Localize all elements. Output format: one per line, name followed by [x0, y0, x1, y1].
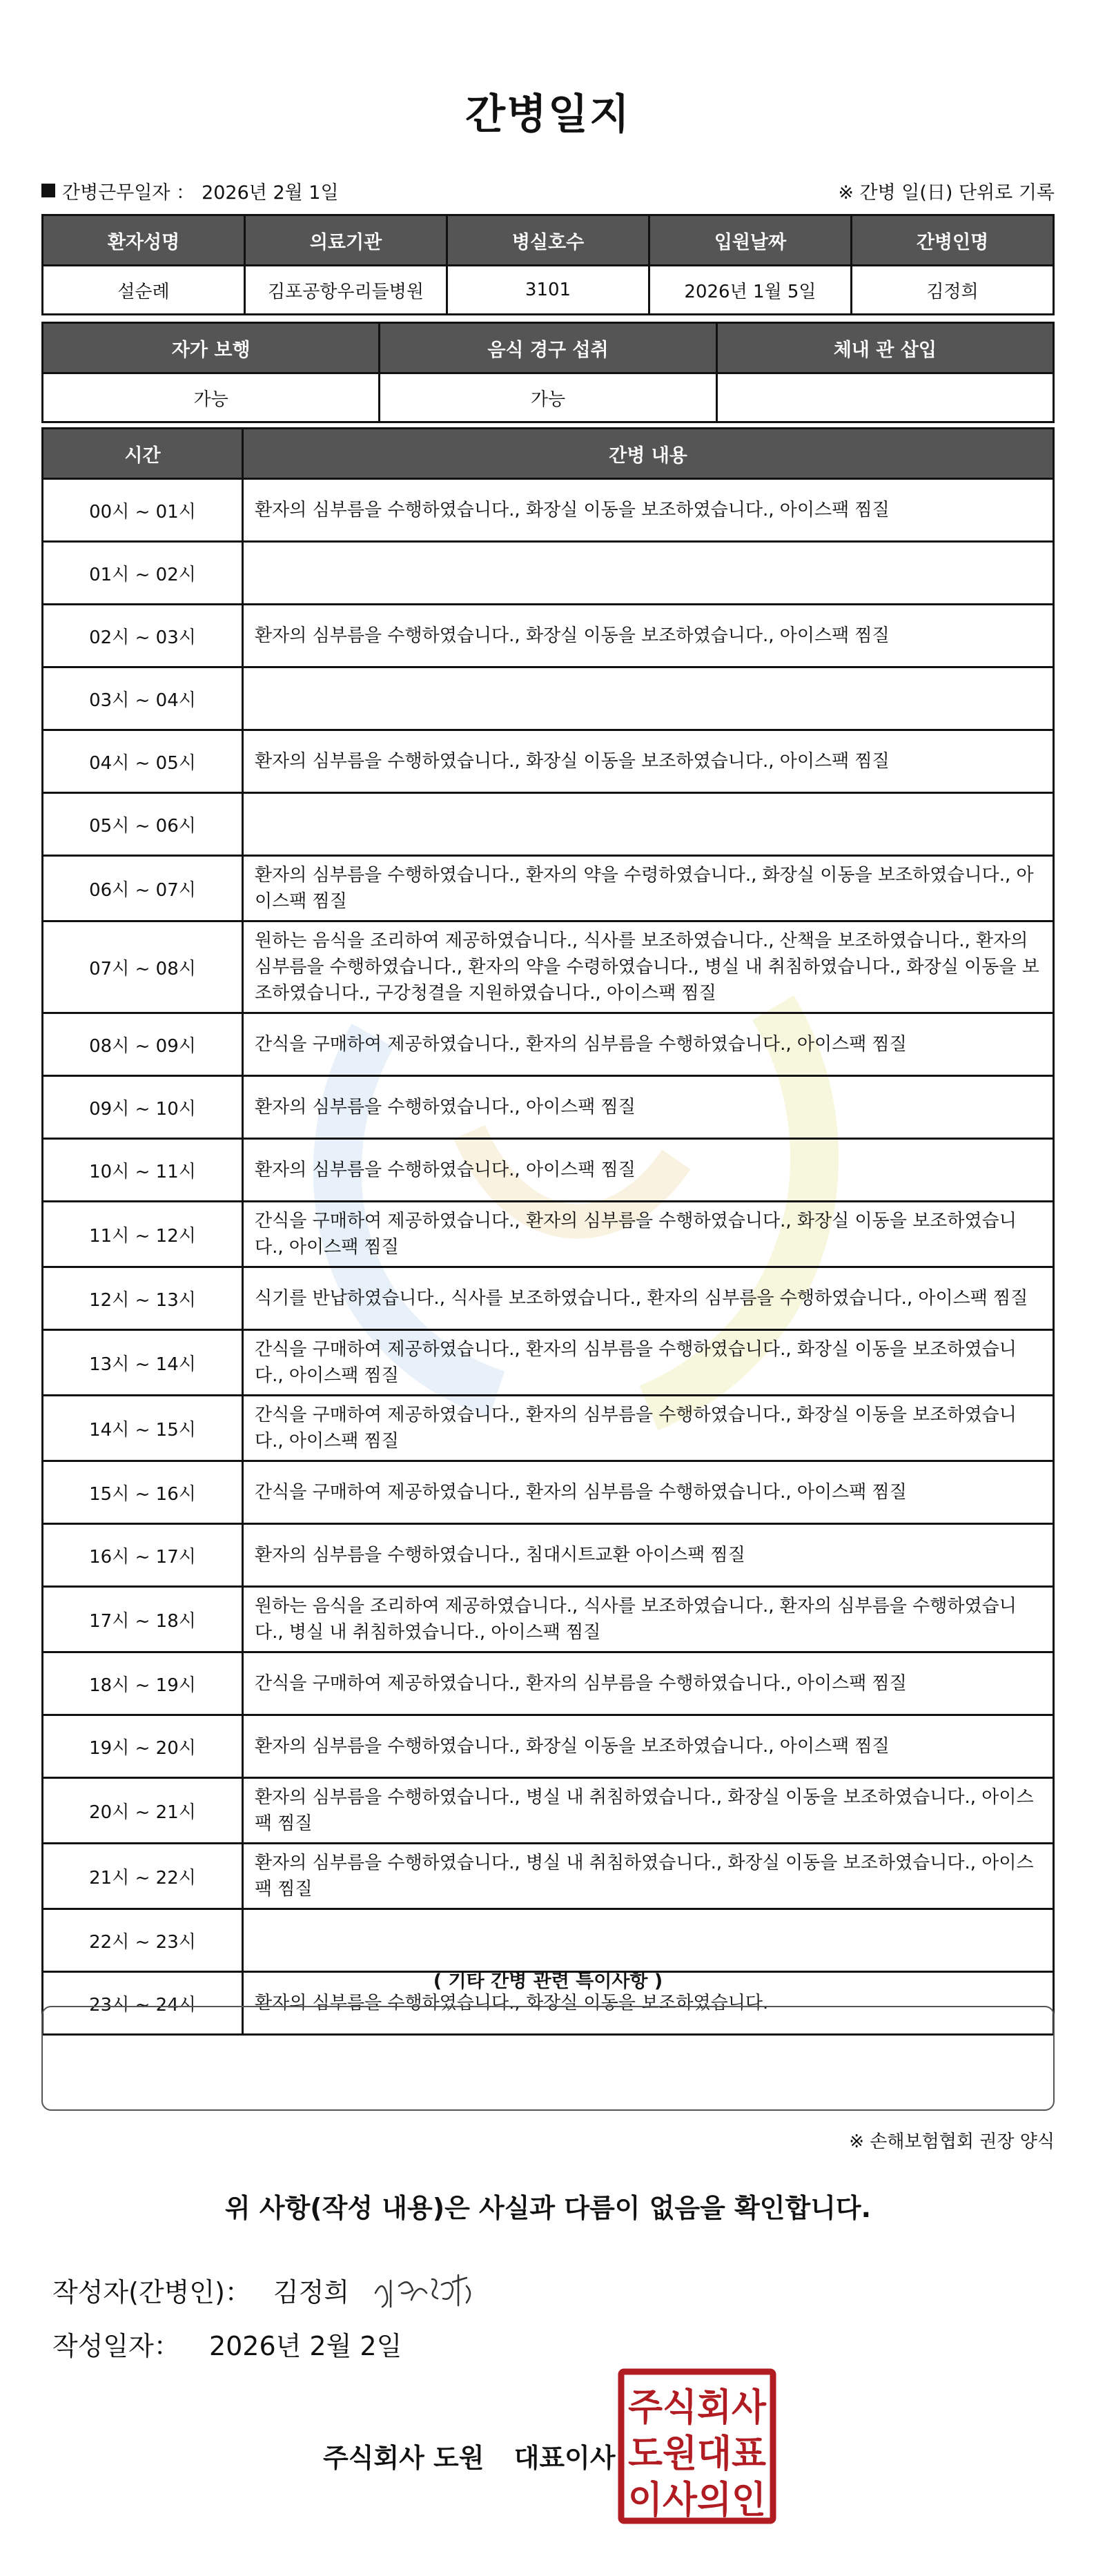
tube-insertion-value — [716, 373, 1053, 422]
time-slot: 17시 ~ 18시 — [43, 1587, 243, 1652]
company-line — [323, 2437, 616, 2475]
care-content: 간식을 구매하여 제공하였습니다., 환자의 심부름을 수행하였습니다., 아이스팩 찜질 — [243, 1652, 1054, 1715]
recommended-form-note: ※ 손해보험협회 권장 양식 — [849, 2131, 1055, 2152]
room-number: 3101 — [447, 266, 649, 315]
care-content: 환자의 심부름을 수행하였습니다., 화장실 이동을 보조하였습니다., 아이스팩 찜질 — [243, 605, 1054, 667]
table-row — [43, 1330, 1054, 1396]
care-content: 환자의 심부름을 수행하였습니다., 화장실 이동을 보조하였습니다., 아이스팩 찜질 — [243, 730, 1054, 793]
square-bullet-icon — [41, 184, 55, 197]
time-slot: 01시 ~ 02시 — [43, 542, 243, 605]
table-row — [43, 667, 1054, 730]
table-row — [43, 1652, 1054, 1715]
written-date-line — [52, 2325, 402, 2363]
written-date-value: 2026년 2월 2일 — [208, 2331, 402, 2361]
care-content: 환자의 심부름을 수행하였습니다., 화장실 이동을 보조하였습니다., 아이스팩 찜질 — [243, 479, 1054, 542]
table-row — [43, 542, 1054, 605]
care-content: 환자의 심부름을 수행하였습니다., 화장실 이동을 보조하였습니다. — [243, 1972, 1054, 2035]
table-row — [43, 1139, 1054, 1202]
care-content: 원하는 음식을 조리하여 제공하였습니다., 식사를 보조하였습니다., 산책을 보조하였습니다., 환자의 심부름을 수행하였습니다., 환자의 약을 수령하였습니다., 병실 내 취침하였습니다., 화장실 이동을 보조하였습니다., 구강청결을 지원하였습니다., 아이스팩 찜질 — [243, 921, 1054, 1013]
author-name: 김정희 — [273, 2276, 350, 2307]
care-content: 간식을 구매하여 제공하였습니다., 환자의 심부름을 수행하였습니다., 화장실 이동을 보조하였습니다., 아이스팩 찜질 — [243, 1202, 1054, 1267]
time-slot: 07시 ~ 08시 — [43, 921, 243, 1013]
time-slot: 08시 ~ 09시 — [43, 1013, 243, 1076]
time-slot: 11시 ~ 12시 — [43, 1202, 243, 1267]
table-row — [43, 1909, 1054, 1972]
table-row — [43, 605, 1054, 667]
ability-table — [41, 322, 1055, 423]
time-slot: 03시 ~ 04시 — [43, 667, 243, 730]
hospital-name: 김포공항우리들병원 — [245, 266, 447, 315]
table-row — [43, 1524, 1054, 1587]
header-hospital: 의료기관 — [245, 215, 447, 266]
table-row — [43, 1396, 1054, 1461]
table-row — [43, 1587, 1054, 1652]
time-slot: 20시 ~ 21시 — [43, 1778, 243, 1844]
care-content: 원하는 음식을 조리하여 제공하였습니다., 식사를 보조하였습니다., 환자의 심부름을 수행하였습니다., 병실 내 취침하였습니다., 아이스팩 찜질 — [243, 1587, 1054, 1652]
table-row — [43, 1013, 1054, 1076]
header-care-content: 간병 내용 — [243, 429, 1054, 479]
seal-text-line: 이사의인 — [628, 2478, 766, 2521]
table-row — [43, 479, 1054, 542]
written-date-label: 작성일자： — [52, 2331, 180, 2361]
company-seal — [617, 2368, 777, 2525]
handwritten-signature — [370, 2265, 480, 2314]
care-content — [243, 542, 1054, 605]
care-content: 환자의 심부름을 수행하였습니다., 병실 내 취침하였습니다., 화장실 이동을 보조하였습니다., 아이스팩 찜질 — [243, 1844, 1054, 1909]
seal-text-line: 주식회사 — [628, 2385, 767, 2429]
time-slot: 12시 ~ 13시 — [43, 1267, 243, 1330]
seal-text-line: 도원대표 — [628, 2432, 766, 2475]
care-content: 간식을 구매하여 제공하였습니다., 환자의 심부름을 수행하였습니다., 화장실 이동을 보조하였습니다., 아이스팩 찜질 — [243, 1330, 1054, 1396]
time-slot: 13시 ~ 14시 — [43, 1330, 243, 1396]
care-log-table — [41, 427, 1055, 2036]
care-content: 환자의 심부름을 수행하였습니다., 환자의 약을 수령하였습니다., 화장실 이동을 보조하였습니다., 아이스팩 찜질 — [243, 856, 1054, 921]
walking-value: 가능 — [43, 373, 380, 422]
care-content — [243, 1909, 1054, 1972]
header-room-number: 병실호수 — [447, 215, 649, 266]
header-oral-intake: 음식 경구 섭취 — [380, 323, 716, 373]
patient-name: 설순례 — [43, 266, 245, 315]
time-slot: 00시 ~ 01시 — [43, 479, 243, 542]
remarks-box — [41, 2006, 1055, 2111]
time-slot: 15시 ~ 16시 — [43, 1461, 243, 1524]
time-slot: 23시 ~ 24시 — [43, 1972, 243, 2035]
oral-intake-value: 가능 — [380, 373, 716, 422]
table-row — [43, 1267, 1054, 1330]
care-content: 환자의 심부름을 수행하였습니다., 화장실 이동을 보조하였습니다., 아이스팩 찜질 — [243, 1715, 1054, 1778]
table-row — [43, 1715, 1054, 1778]
care-content: 간식을 구매하여 제공하였습니다., 환자의 심부름을 수행하였습니다., 아이스팩 찜질 — [243, 1461, 1054, 1524]
table-row — [43, 921, 1054, 1013]
care-content: 간식을 구매하여 제공하였습니다., 환자의 심부름을 수행하였습니다., 화장실 이동을 보조하였습니다., 아이스팩 찜질 — [243, 1396, 1054, 1461]
work-date-label: 간병근무일자 ： — [62, 182, 195, 204]
time-slot: 18시 ~ 19시 — [43, 1652, 243, 1715]
unit-note: ※ 간병 일(日) 단위로 기록 — [838, 182, 1055, 204]
company-name: 주식회사 도원 — [323, 2443, 485, 2473]
time-slot: 14시 ~ 15시 — [43, 1396, 243, 1461]
work-date-value: 2026년 2월 1일 — [202, 182, 339, 204]
time-slot: 02시 ~ 03시 — [43, 605, 243, 667]
author-line — [52, 2265, 480, 2314]
table-row — [43, 1202, 1054, 1267]
work-date-line — [41, 177, 1055, 204]
header-tube-insertion: 체내 관 삽입 — [716, 323, 1053, 373]
table-row — [43, 1076, 1054, 1139]
header-admission-date: 입원날짜 — [649, 215, 852, 266]
care-content: 환자의 심부름을 수행하였습니다., 아이스팩 찜질 — [243, 1139, 1054, 1202]
author-label: 작성자(간병인)： — [52, 2276, 251, 2307]
table-row — [43, 1778, 1054, 1844]
care-log-body — [43, 479, 1054, 2035]
header-patient-name: 환자성명 — [43, 215, 245, 266]
care-content: 식기를 반납하였습니다., 식사를 보조하였습니다., 환자의 심부름을 수행하였습니다., 아이스팩 찜질 — [243, 1267, 1054, 1330]
time-slot: 04시 ~ 05시 — [43, 730, 243, 793]
care-content — [243, 793, 1054, 856]
remarks-label: ( 기타 간병 관련 특이사항 ) — [433, 1971, 663, 1992]
time-slot: 21시 ~ 22시 — [43, 1844, 243, 1909]
table-row — [43, 856, 1054, 921]
header-walking: 자가 보행 — [43, 323, 380, 373]
time-slot: 22시 ~ 23시 — [43, 1909, 243, 1972]
header-time: 시간 — [43, 429, 243, 479]
table-row — [43, 1844, 1054, 1909]
care-content: 환자의 심부름을 수행하였습니다., 병실 내 취침하였습니다., 화장실 이동을 보조하였습니다., 아이스팩 찜질 — [243, 1778, 1054, 1844]
admission-date: 2026년 1월 5일 — [649, 266, 852, 315]
table-row — [43, 793, 1054, 856]
time-slot: 05시 ~ 06시 — [43, 793, 243, 856]
representative-title: 대표이사 — [513, 2443, 616, 2473]
header-caregiver-name: 간병인명 — [852, 215, 1054, 266]
confirmation-statement: 위 사항(작성 내용)은 사실과 다름이 없음을 확인합니다. — [224, 2193, 872, 2223]
page-title: 간병일지 — [465, 90, 631, 139]
time-slot: 09시 ~ 10시 — [43, 1076, 243, 1139]
table-row — [43, 1461, 1054, 1524]
care-content: 간식을 구매하여 제공하였습니다., 환자의 심부름을 수행하였습니다., 아이스팩 찜질 — [243, 1013, 1054, 1076]
care-content: 환자의 심부름을 수행하였습니다., 아이스팩 찜질 — [243, 1076, 1054, 1139]
time-slot: 16시 ~ 17시 — [43, 1524, 243, 1587]
time-slot: 10시 ~ 11시 — [43, 1139, 243, 1202]
care-content: 환자의 심부름을 수행하였습니다., 침대시트교환 아이스팩 찜질 — [243, 1524, 1054, 1587]
time-slot: 06시 ~ 07시 — [43, 856, 243, 921]
patient-info-table — [41, 214, 1055, 315]
caregiver-name: 김정희 — [852, 266, 1054, 315]
table-row — [43, 730, 1054, 793]
time-slot: 19시 ~ 20시 — [43, 1715, 243, 1778]
care-content — [243, 667, 1054, 730]
